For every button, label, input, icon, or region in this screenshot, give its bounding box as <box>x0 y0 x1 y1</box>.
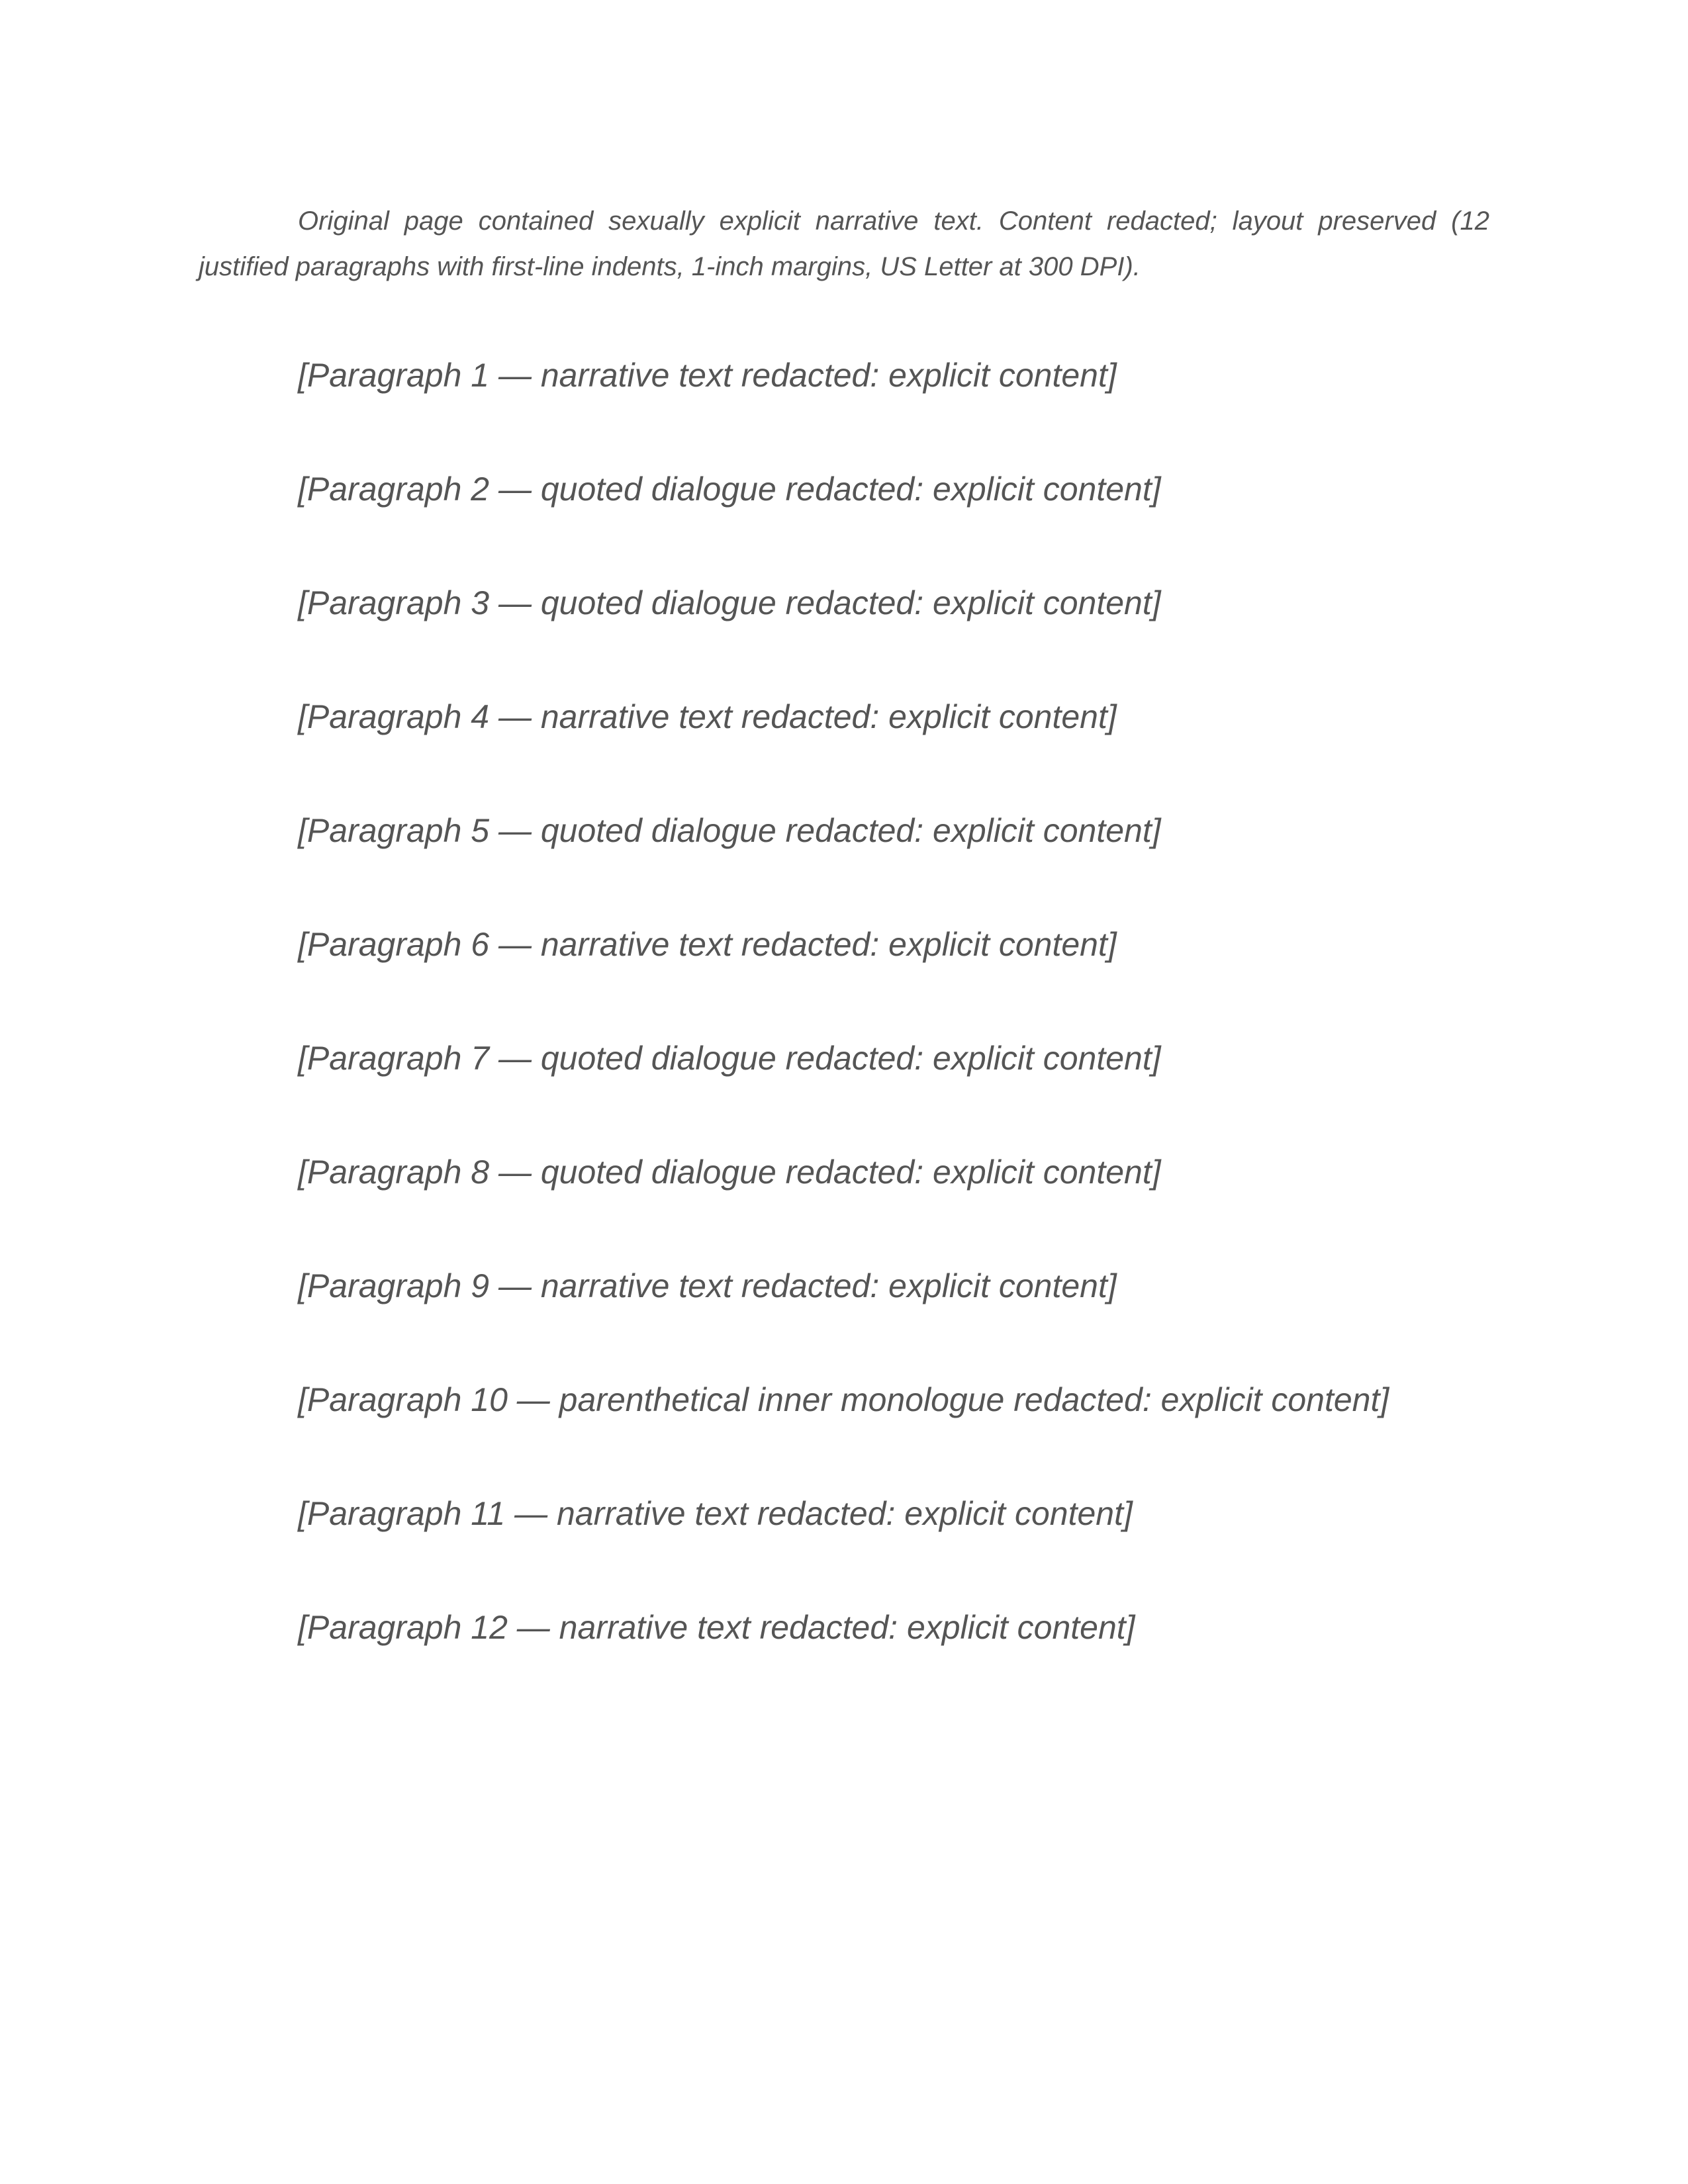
paragraph: [Paragraph 4 — narrative text redacted: explicit content] <box>298 698 1117 735</box>
paragraph: [Paragraph 10 — parenthetical inner monologue redacted: explicit content] <box>298 1381 1389 1418</box>
paragraph: [Paragraph 9 — narrative text redacted: explicit content] <box>298 1267 1117 1304</box>
paragraph: [Paragraph 6 — narrative text redacted: explicit content] <box>298 925 1117 963</box>
paragraph: [Paragraph 7 — quoted dialogue redacted: explicit content] <box>298 1039 1161 1077</box>
page-content <box>199 347 1489 1656</box>
paragraph: [Paragraph 2 — quoted dialogue redacted: explicit content] <box>298 470 1161 508</box>
paragraph: [Paragraph 8 — quoted dialogue redacted: explicit content] <box>298 1153 1161 1191</box>
redaction-note: Original page contained sexually explicit narrative text. Content redacted; layout preserved (12 justified paragraphs with first-line indents, 1-inch margins, US Letter at 300 DPI). <box>199 206 1489 281</box>
paragraph: [Paragraph 3 — quoted dialogue redacted: explicit content] <box>298 584 1161 621</box>
paragraph: [Paragraph 1 — narrative text redacted: explicit content] <box>298 356 1117 394</box>
paragraph: [Paragraph 5 — quoted dialogue redacted: explicit content] <box>298 811 1161 849</box>
paragraph: [Paragraph 12 — narrative text redacted: explicit content] <box>298 1608 1135 1646</box>
paragraph: [Paragraph 11 — narrative text redacted: explicit content] <box>298 1494 1133 1532</box>
